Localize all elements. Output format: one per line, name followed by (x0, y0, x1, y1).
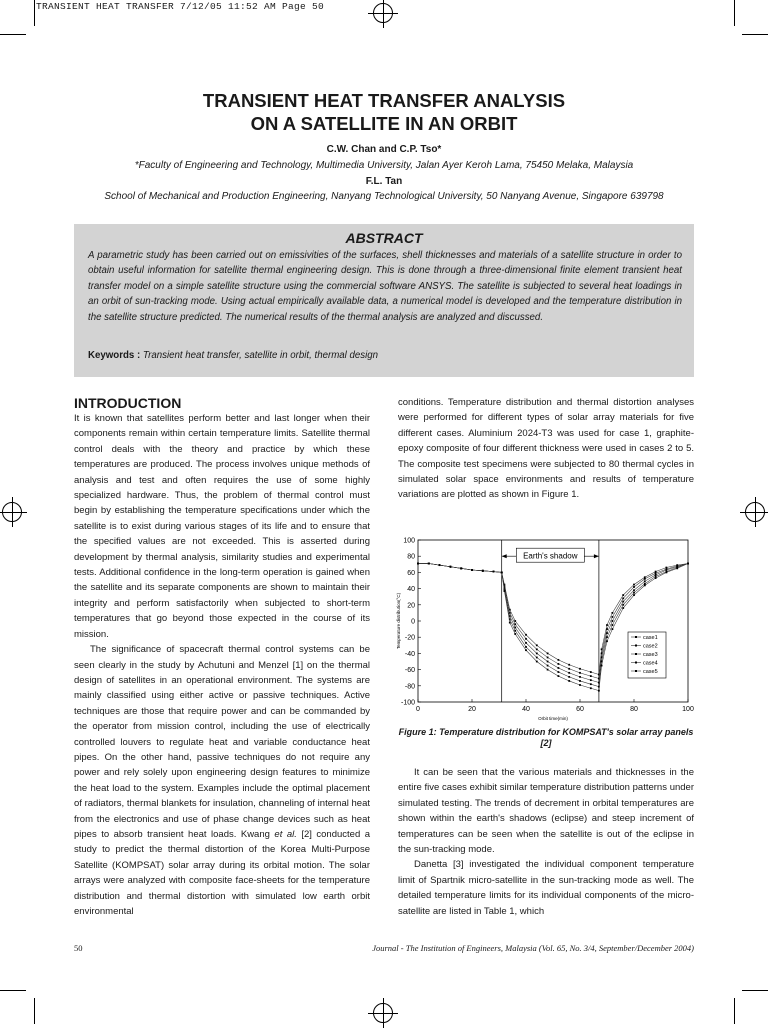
data-point-case5 (612, 628, 614, 630)
intro-paragraph-2-text-a: The significance of spacecraft thermal control systems can be seen clearly in the study by Achutuni and Menzel [1] on the thermal design of satellites in an operational environment. The systems are mainly classified using either active or passive techniques. Active techniques are those that require power and can be commanded by the operator from mission control, including the use of electrically controlled louvers to regulate heat and variable conductance heat pipes. On the other hand, passive techniques do not require any power and rely solely upon engineering design features to minimize the heat load to the system. Examples include the optimal placement of radiators, thermal blankets for insulation, channeling of internal heat from the electronics and use of phase change devices such as heat pipes to absorb transient heat loads. Kwang (74, 644, 370, 840)
data-point-case1 (655, 571, 657, 573)
data-point-case2 (525, 638, 527, 640)
legend-marker (635, 662, 637, 664)
trim-mark (734, 0, 735, 26)
trim-mark (0, 990, 26, 991)
keywords-text: Transient heat transfer, satellite in orbit, thermal design (142, 350, 379, 361)
x-tick-label: 100 (682, 706, 694, 713)
data-point-case3 (568, 672, 570, 674)
right-column-top (398, 395, 694, 503)
data-point-case5 (450, 566, 452, 568)
title-line-1: TRANSIENT HEAT TRANSFER ANALYSIS (202, 90, 566, 111)
author-affiliation-1: *Faculty of Engineering and Technology, Multimedia University, Jalan Ayer Keroh Lama, 75450 Melaka, Malaysia (134, 160, 634, 171)
abstract-box (74, 224, 694, 377)
intro-paragraph-1: It is known that satellites perform better and last longer when their components remain within certain temperature limits. Satellite thermal control deals with the theory and practice by which these temperatures are produced. The process involves unique methods of analysis and test and often requires the use of some highly specialized hardware. Thus, the problem of thermal control must begin by establishing the temperature specifications under which the satellite is to exist during various stages of its life and to ensure that the specified values are not exceeded. This is asserted during development by thermal analysis, similarity studies and experimental tests. Additional confidence in the long-term operation is gained when the satellite and its separate components are shown to maintain their integrity and perform satisfactorily when subjected to short-term temperatures that go beyond those expected in the course of its mission. (74, 413, 370, 640)
intro-paragraph-2-text-b: [2] conducted a study to predict the thermal distortion of the Korea Multi-Purpose Satellite (KOMPSAT) solar array during its orbital motion. The solar arrays were analyzed with composite face-sheets for the temperature distribution and thermal distortion with simulated low earth orbit environmental (74, 828, 370, 917)
data-point-case3 (606, 632, 608, 634)
y-tick-label: -40 (404, 650, 415, 658)
data-point-case4 (514, 630, 516, 632)
data-point-case1 (622, 594, 624, 596)
data-point-case3 (590, 679, 592, 681)
abstract-text: A parametric study has been carried out on emissivities of the surfaces, shell thicknesses and materials of a satellite structure in order to obtain useful information for satellite thermal engineering design. This is done through a three-dimensional finite element transient heat transfer model on a simple satellite structure using the commercial software ANSYS. The satellite is subjected to several heat loadings in an orbit of sun-tracking mode. Using actual empirically available data, a numerical model is developed and the temperature distribution in the satellite structure predicted. The numerical results of the thermal analysis are analyzed and discussed. (88, 250, 682, 323)
data-point-case5 (536, 661, 538, 663)
data-point-case3 (514, 627, 516, 629)
y-tick-label: 60 (407, 569, 415, 577)
legend-marker (635, 645, 637, 647)
data-point-case3 (655, 574, 657, 576)
legend-entry: case1 (643, 635, 658, 641)
paper-title (0, 89, 768, 135)
data-point-case4 (644, 583, 646, 585)
author-names-1: C.W. Chan and C.P. Tso* (326, 144, 442, 155)
legend-entry: case5 (643, 669, 658, 675)
data-point-case4 (606, 636, 608, 638)
data-point-case5 (547, 669, 549, 671)
legend-marker (635, 670, 637, 672)
right-paragraph-2: It can be seen that the various materials and thicknesses in the entire five cases exhibit similar temperature distribution patterns under simulated testing. The trends of decrement in orbital temperatures are shown within the earth's shadows (eclipse) and steep increment of temperatures can be seen when the satellite is out of the eclipse in the sun-tracking mode. (398, 767, 694, 856)
data-point-case3 (558, 667, 560, 669)
data-point-case1 (606, 624, 608, 626)
trim-mark (34, 998, 35, 1024)
data-point-case2 (558, 663, 560, 665)
registration-mark-icon (373, 3, 393, 23)
x-axis-label: Orbit time(min) (538, 716, 568, 721)
data-point-case2 (579, 672, 581, 674)
author-affiliation-2: School of Mechanical and Production Engineering, Nanyang Technological University, 50 Nanyang Avenue, Singapore 639798 (104, 191, 664, 202)
legend-entry: case4 (643, 660, 658, 667)
legend-marker (635, 636, 637, 638)
data-point-case5 (417, 563, 419, 565)
trim-mark (34, 0, 35, 26)
printer-slug: TRANSIENT HEAT TRANSFER 7/12/05 11:52 AM Page 50 (36, 1, 325, 12)
legend-entry: case2 (643, 643, 658, 650)
intro-paragraph-2-etal: et al. (274, 828, 297, 840)
data-point-case5 (482, 570, 484, 572)
data-point-case2 (612, 616, 614, 618)
data-point-case3 (633, 589, 635, 591)
data-point-case5 (606, 640, 608, 642)
legend-marker (635, 653, 637, 655)
data-point-case5 (568, 680, 570, 682)
data-point-case4 (655, 576, 657, 578)
data-point-case4 (579, 680, 581, 682)
x-tick-label: 0 (416, 706, 420, 713)
y-axis-label: Temperature distribution(°C) (396, 592, 401, 650)
y-tick-label: -100 (400, 699, 415, 707)
y-tick-label: -20 (404, 634, 415, 642)
x-tick-label: 60 (576, 706, 584, 713)
data-point-case2 (547, 657, 549, 659)
journal-citation: Journal - The Institution of Engineers, Malaysia (Vol. 65, No. 3/4, September/December 2004) (372, 943, 694, 953)
data-point-case3 (579, 676, 581, 678)
data-point-case1 (612, 612, 614, 614)
right-column-bottom (398, 765, 694, 919)
right-paragraph-1: conditions. Temperature distribution and thermal distortion analyses were performed for different types of solar array materials for five different cases. Aluminium 2024-T3 was used for case 1, graphite-epoxy composite of four different thickness were used in cases 2 to 5. The composite test specimens were subjected to 80 thermal cycles in simulated solar space environments and results of temperature variations are plotted as shown in Figure 1. (398, 397, 694, 501)
data-point-case5 (687, 563, 689, 565)
data-point-case5 (676, 567, 678, 569)
data-point-case2 (655, 572, 657, 574)
data-point-case3 (547, 661, 549, 663)
data-point-case4 (568, 676, 570, 678)
figure-1-chart (396, 534, 696, 724)
data-point-case4 (525, 646, 527, 648)
trim-mark (742, 34, 768, 35)
data-point-case1 (514, 620, 516, 622)
data-point-case3 (612, 620, 614, 622)
data-point-case5 (439, 564, 441, 566)
y-tick-label: -60 (404, 667, 415, 675)
data-point-case4 (536, 657, 538, 659)
data-point-case2 (590, 675, 592, 677)
data-point-case3 (622, 601, 624, 603)
data-point-case5 (428, 563, 430, 565)
data-point-case1 (568, 664, 570, 666)
data-point-case5 (666, 572, 668, 574)
data-point-case1 (644, 576, 646, 578)
data-point-case1 (633, 584, 635, 586)
abstract-heading: ABSTRACT (345, 230, 423, 246)
right-paragraph-3: Danetta [3] investigated the individual component temperature limit of Spartnik micro-satellite in the sun-tracking mode as well. The detailed temperature limits for its individual components of the micro-satellite are listed in Table 1, which (398, 859, 694, 917)
data-point-case1 (525, 634, 527, 636)
keywords-label: Keywords : (88, 350, 141, 361)
data-point-case5 (514, 633, 516, 635)
data-point-case4 (558, 671, 560, 673)
data-point-case2 (514, 623, 516, 625)
data-point-case3 (644, 580, 646, 582)
y-tick-label: -80 (404, 683, 415, 691)
data-point-case3 (666, 569, 668, 571)
title-line-2: ON A SATELLITE IN AN ORBIT (250, 113, 518, 134)
x-tick-label: 20 (468, 706, 476, 713)
section-heading-introduction: INTRODUCTION (74, 395, 182, 411)
intro-paragraph-2 (74, 642, 370, 919)
data-point-case5 (471, 569, 473, 571)
data-point-case2 (606, 628, 608, 630)
data-point-case4 (612, 624, 614, 626)
y-tick-label: 100 (403, 537, 415, 545)
data-point-case5 (504, 590, 506, 592)
data-point-case1 (558, 659, 560, 661)
shadow-annotation: Earth's shadow (523, 551, 578, 561)
data-point-case4 (622, 604, 624, 606)
data-point-case5 (493, 571, 495, 573)
y-tick-label: 0 (411, 618, 415, 626)
data-point-case1 (590, 671, 592, 673)
data-point-case3 (536, 653, 538, 655)
data-point-case5 (579, 684, 581, 686)
data-point-case2 (568, 668, 570, 670)
y-tick-label: 80 (407, 553, 415, 561)
data-point-case1 (547, 653, 549, 655)
registration-mark-icon (2, 502, 22, 522)
trim-mark (0, 34, 26, 35)
keywords (88, 350, 378, 361)
registration-mark-icon (373, 1003, 393, 1023)
legend-entry: case3 (643, 652, 658, 658)
data-point-case5 (460, 567, 462, 569)
data-point-case2 (633, 586, 635, 588)
data-point-case5 (501, 572, 503, 574)
left-column (74, 411, 370, 919)
data-point-case3 (525, 642, 527, 644)
data-point-case1 (666, 567, 668, 569)
data-point-case2 (536, 648, 538, 650)
data-point-case5 (525, 649, 527, 651)
x-tick-label: 80 (630, 706, 638, 713)
y-tick-label: 20 (407, 602, 415, 610)
data-point-case1 (579, 668, 581, 670)
data-point-case5 (558, 675, 560, 677)
data-point-case2 (644, 578, 646, 580)
data-point-case5 (655, 577, 657, 579)
data-point-case5 (598, 690, 600, 692)
data-point-case5 (601, 665, 603, 667)
data-point-case5 (590, 687, 592, 689)
data-point-case2 (622, 597, 624, 599)
page-number: 50 (74, 943, 83, 953)
data-point-case4 (590, 683, 592, 685)
registration-mark-icon (745, 502, 765, 522)
data-point-case5 (644, 584, 646, 586)
y-tick-label: 40 (407, 586, 415, 594)
data-point-case1 (536, 644, 538, 646)
data-point-case5 (509, 622, 511, 624)
figure-1-caption: Figure 1: Temperature distribution for KOMPSAT's solar array panels [2] (398, 727, 694, 748)
trim-mark (742, 990, 768, 991)
data-point-case4 (633, 592, 635, 594)
trim-mark (734, 998, 735, 1024)
data-point-case4 (547, 665, 549, 667)
author-names-2: F.L. Tan (365, 176, 403, 187)
data-point-case5 (633, 594, 635, 596)
data-point-case5 (622, 607, 624, 609)
x-tick-label: 40 (522, 706, 530, 713)
